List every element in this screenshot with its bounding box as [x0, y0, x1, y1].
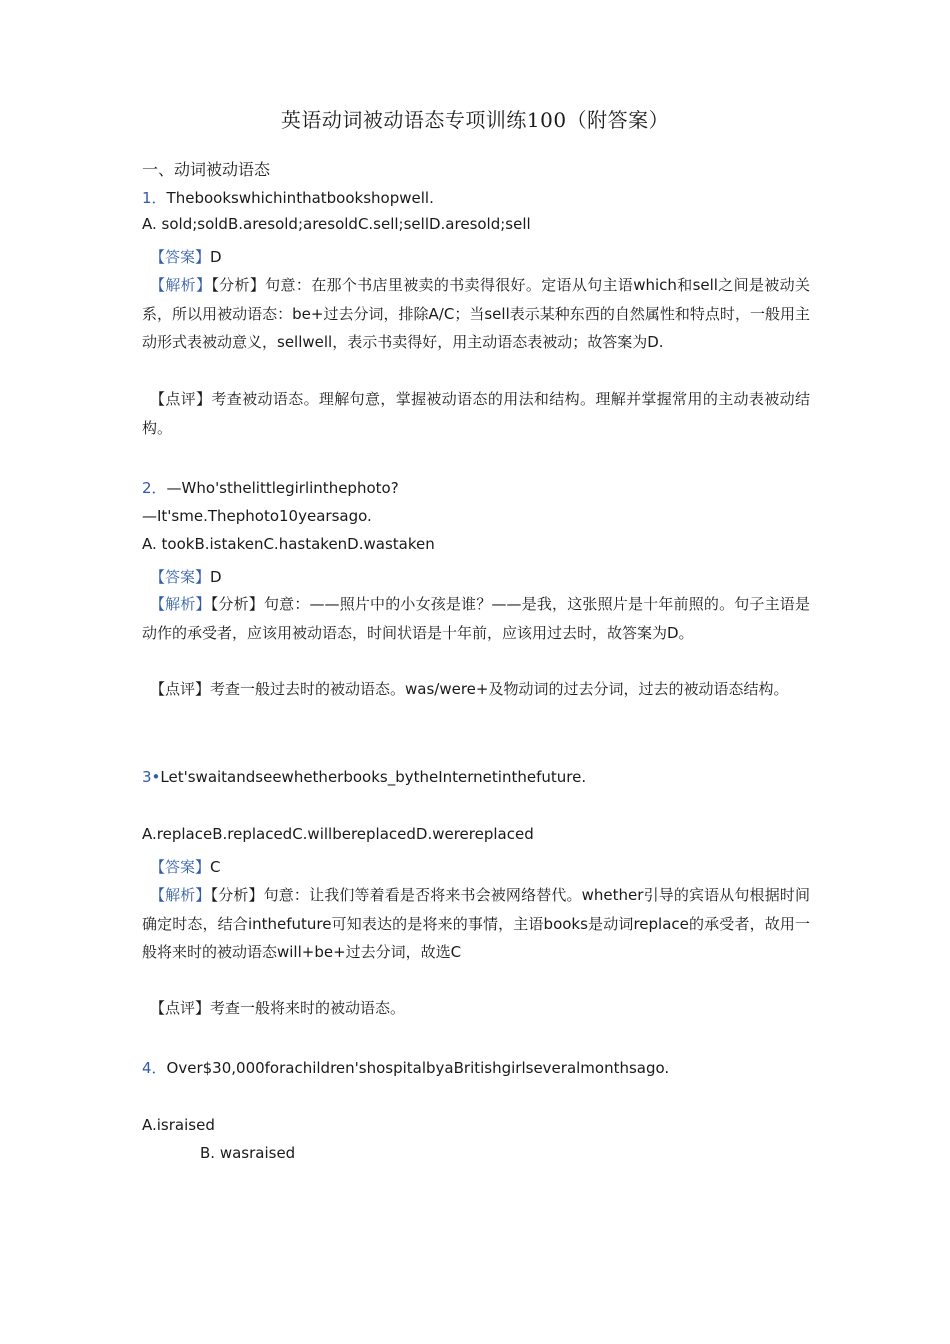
- analysis-text: 【分析】句意：在那个书店里被卖的书卖得很好。定语从句主语which和sell之间是被动关系，所以用被动语态：be+过去分词，排除A/C；当sell表示某种东西的自然属性和特点时，一般用主动形式表被动意义，sellwell，表示书卖得好，用主动语态表被动；故答案为D.: [142, 276, 810, 351]
- question-stem: Thebookswhichinthatbookshopwell.: [166, 189, 434, 207]
- question-number: 2．: [142, 479, 167, 497]
- question-stem: Let'swaitandseewhetherbooks_bytheInternetinthefuture.: [160, 768, 587, 786]
- question-1-answer: [150, 247, 818, 267]
- question-3: [142, 767, 810, 787]
- question-2-analysis: [142, 590, 810, 647]
- question-2: [142, 478, 810, 498]
- answer-label: 【答案】: [150, 568, 211, 586]
- question-3-answer: [150, 857, 818, 877]
- question-1-comment: 【点评】考查被动语态。理解句意，掌握被动语态的用法和结构。理解并掌握常用的主动表被动结构。: [142, 390, 810, 437]
- question-2-comment: 【点评】考查一般过去时的被动语态。was/were+及物动词的过去分词，过去的被动语态结构。: [150, 680, 789, 698]
- question-1-analysis: [142, 271, 810, 357]
- question-4-option-a: A.israised: [142, 1116, 215, 1134]
- question-1-options: A. sold;soldB.aresold;aresoldC.sell;sellD.aresold;sell: [142, 215, 531, 233]
- question-stem: Over$30,000forachildren'shospitalbyaBritishgirlseveralmonthsago.: [166, 1059, 670, 1077]
- section-heading: 一、动词被动语态: [142, 160, 271, 179]
- answer-value: D: [210, 568, 222, 586]
- answer-label: 【答案】: [150, 858, 211, 876]
- question-number: 3•: [142, 768, 161, 786]
- document-title: 英语动词被动语态专项训练100（附答案）: [280, 108, 670, 132]
- question-3-comment: 【点评】考查一般将来时的被动语态。: [150, 999, 406, 1017]
- question-stem: —Who'sthelittlegirlinthephoto?: [166, 479, 399, 497]
- analysis-text: 【分析】句意：——照片中的小女孩是谁？——是我，这张照片是十年前照的。句子主语是动作的承受者，应该用被动语态，时间状语是十年前，应该用过去时，故答案为D。: [142, 595, 810, 642]
- question-2-options: A. tookB.istakenC.hastakenD.wastaken: [142, 535, 435, 553]
- analysis-label: 【解析】: [150, 276, 212, 294]
- analysis-text: 【分析】句意：让我们等着看是否将来书会被网络替代。whether引导的宾语从句根据时间确定时态，结合inthefuture可知表达的是将来的事情，主语books是动词replace的承受者，故用一般将来时的被动语态will+be+过去分词，故选C: [142, 886, 810, 961]
- answer-label: 【答案】: [150, 248, 211, 266]
- analysis-label: 【解析】: [150, 886, 211, 904]
- question-number: 1．: [142, 189, 167, 207]
- question-1: [142, 188, 810, 208]
- answer-value: C: [210, 858, 221, 876]
- question-2-stem-line2: —It'sme.Thephoto10yearsago.: [142, 507, 372, 525]
- question-number: 4．: [142, 1059, 167, 1077]
- question-3-analysis: [142, 881, 810, 967]
- analysis-label: 【解析】: [150, 595, 211, 613]
- question-4-option-b: B. wasraised: [200, 1144, 296, 1162]
- answer-value: D: [210, 248, 222, 266]
- question-3-options: A.replaceB.replacedC.willbereplacedD.werereplaced: [142, 825, 534, 843]
- question-2-answer: [150, 567, 818, 587]
- question-4: [142, 1058, 810, 1078]
